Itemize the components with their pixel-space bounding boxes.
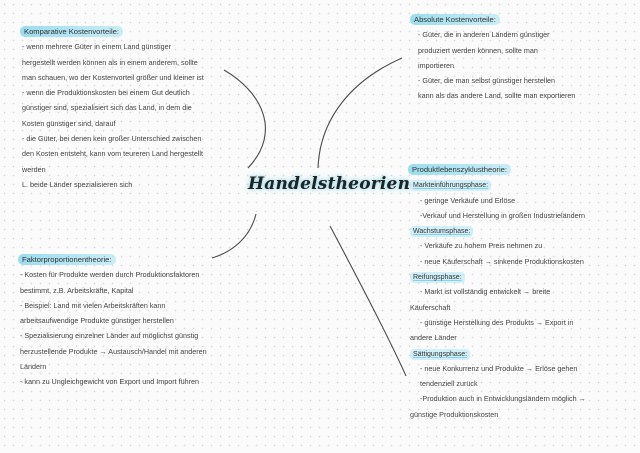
note-line: - Beispiel: Land mit vielen Arbeitskräften kann: [20, 300, 166, 310]
note-line: hergestellt werden können als in einem anderem, sollte: [22, 57, 198, 67]
note-line: man schauen, wo der Kostenvorteil größer und kleiner ist: [22, 72, 204, 82]
phase-lines: [410, 284, 586, 345]
phase-lines: [410, 361, 586, 422]
phase-maturity: [410, 269, 586, 345]
note-line: Kosten günstiger sind, darauf: [22, 118, 116, 128]
note-line: Käuferschaft: [410, 302, 451, 312]
phase-introduction: [410, 177, 586, 223]
absolute-lines: [412, 27, 575, 103]
phase-lines: [410, 238, 586, 269]
note-line: - Kosten für Produkte werden durch Produktionsfaktoren: [20, 270, 200, 280]
note-line: importieren: [418, 60, 454, 70]
note-line: kann als das andere Land, sollte man exportieren: [418, 91, 576, 101]
note-line: - geringe Verkäufe und Erlöse: [420, 195, 516, 205]
note-line: werden: [22, 164, 46, 174]
heading-absolute: Absolute Kostenvorteile:: [410, 14, 500, 25]
note-line: tendenziell zurück: [420, 379, 478, 389]
heading-comparative: Komparative Kostenvorteile:: [20, 26, 123, 37]
note-line: - Spezialisierung einzelner Länder auf möglichst günstig: [20, 331, 199, 341]
note-line: arbeitsaufwendige Produkte günstiger herstellen: [20, 316, 174, 326]
note-line: - kann zu Ungleichgewicht von Export und Import führen: [20, 377, 199, 387]
note-line: - Markt ist vollständig entwickelt → breite: [420, 287, 551, 297]
connector-factor: [212, 214, 256, 258]
factor-lines: [20, 267, 207, 389]
branch-lifecycle: [410, 162, 586, 422]
note-line: günstige Produktionskosten: [410, 409, 499, 419]
note-line: den Kosten entsteht, kann vom teureren Land hergestellt: [22, 149, 204, 159]
note-line: andere Länder: [410, 333, 457, 343]
branch-absolute: [412, 12, 575, 104]
note-line: L. beide Länder spezialisieren sich: [22, 179, 133, 189]
center-title: Handelstheorien: [248, 174, 411, 194]
note-line: - Güter, die man selbst günstiger herstellen: [418, 76, 556, 86]
note-line: bestimmt, z.B. Arbeitskräfte, Kapital: [20, 285, 134, 295]
connector-absolute: [318, 58, 402, 168]
note-line: -Verkauf und Herstellung in großen Industrieländern: [420, 210, 586, 220]
note-line: - neue Konkurrenz und Produkte → Erlöse gehen: [420, 363, 578, 373]
phase-name: Sättigungsphase:: [410, 349, 470, 360]
note-line: - die Güter, bei denen kein großer Unterschied zwischen: [22, 134, 202, 144]
note-line: günstiger sind, spezialisiert sich das Land, in dem die: [22, 103, 192, 113]
branch-comparative: [22, 24, 204, 192]
phase-name: Markteinführungsphase:: [410, 180, 491, 191]
note-line: - wenn mehrere Güter in einem Land günstiger: [22, 42, 172, 52]
lifecycle-phases: [410, 177, 586, 422]
phase-growth: [410, 223, 586, 269]
heading-lifecycle: Produktlebenszyklustheorie:: [408, 164, 511, 175]
phase-lines: [410, 193, 586, 224]
note-line: produziert werden können, sollte man: [418, 45, 538, 55]
heading-factor: Faktorproportionentheorie:: [18, 254, 116, 265]
branch-factor: [20, 252, 207, 390]
connector-comparative: [224, 70, 265, 168]
note-line: - günstige Herstellung des Produkts → Export in: [420, 317, 574, 327]
note-line: Ländern: [20, 362, 47, 372]
note-line: - neue Käuferschaft → sinkende Produktionskosten: [420, 256, 584, 266]
note-line: - wenn die Produktionskosten bei einem Gut deutlich: [22, 88, 190, 98]
phase-name: Reifungsphase:: [410, 272, 465, 283]
note-line: -Produktion auch in Entwicklungsländern möglich →: [420, 394, 586, 404]
note-line: - Güter, die in anderen Ländern günstiger: [418, 30, 550, 40]
connector-lifecycle: [330, 226, 406, 376]
note-line: - Verkäufe zu hohem Preis nehmen zu: [420, 241, 543, 251]
note-line: herzustellende Produkte → Austausch/Handel mit anderen: [20, 346, 207, 356]
comparative-lines: [22, 39, 204, 192]
phase-name: Wachstumsphase:: [410, 226, 473, 237]
phase-saturation: [410, 346, 586, 422]
